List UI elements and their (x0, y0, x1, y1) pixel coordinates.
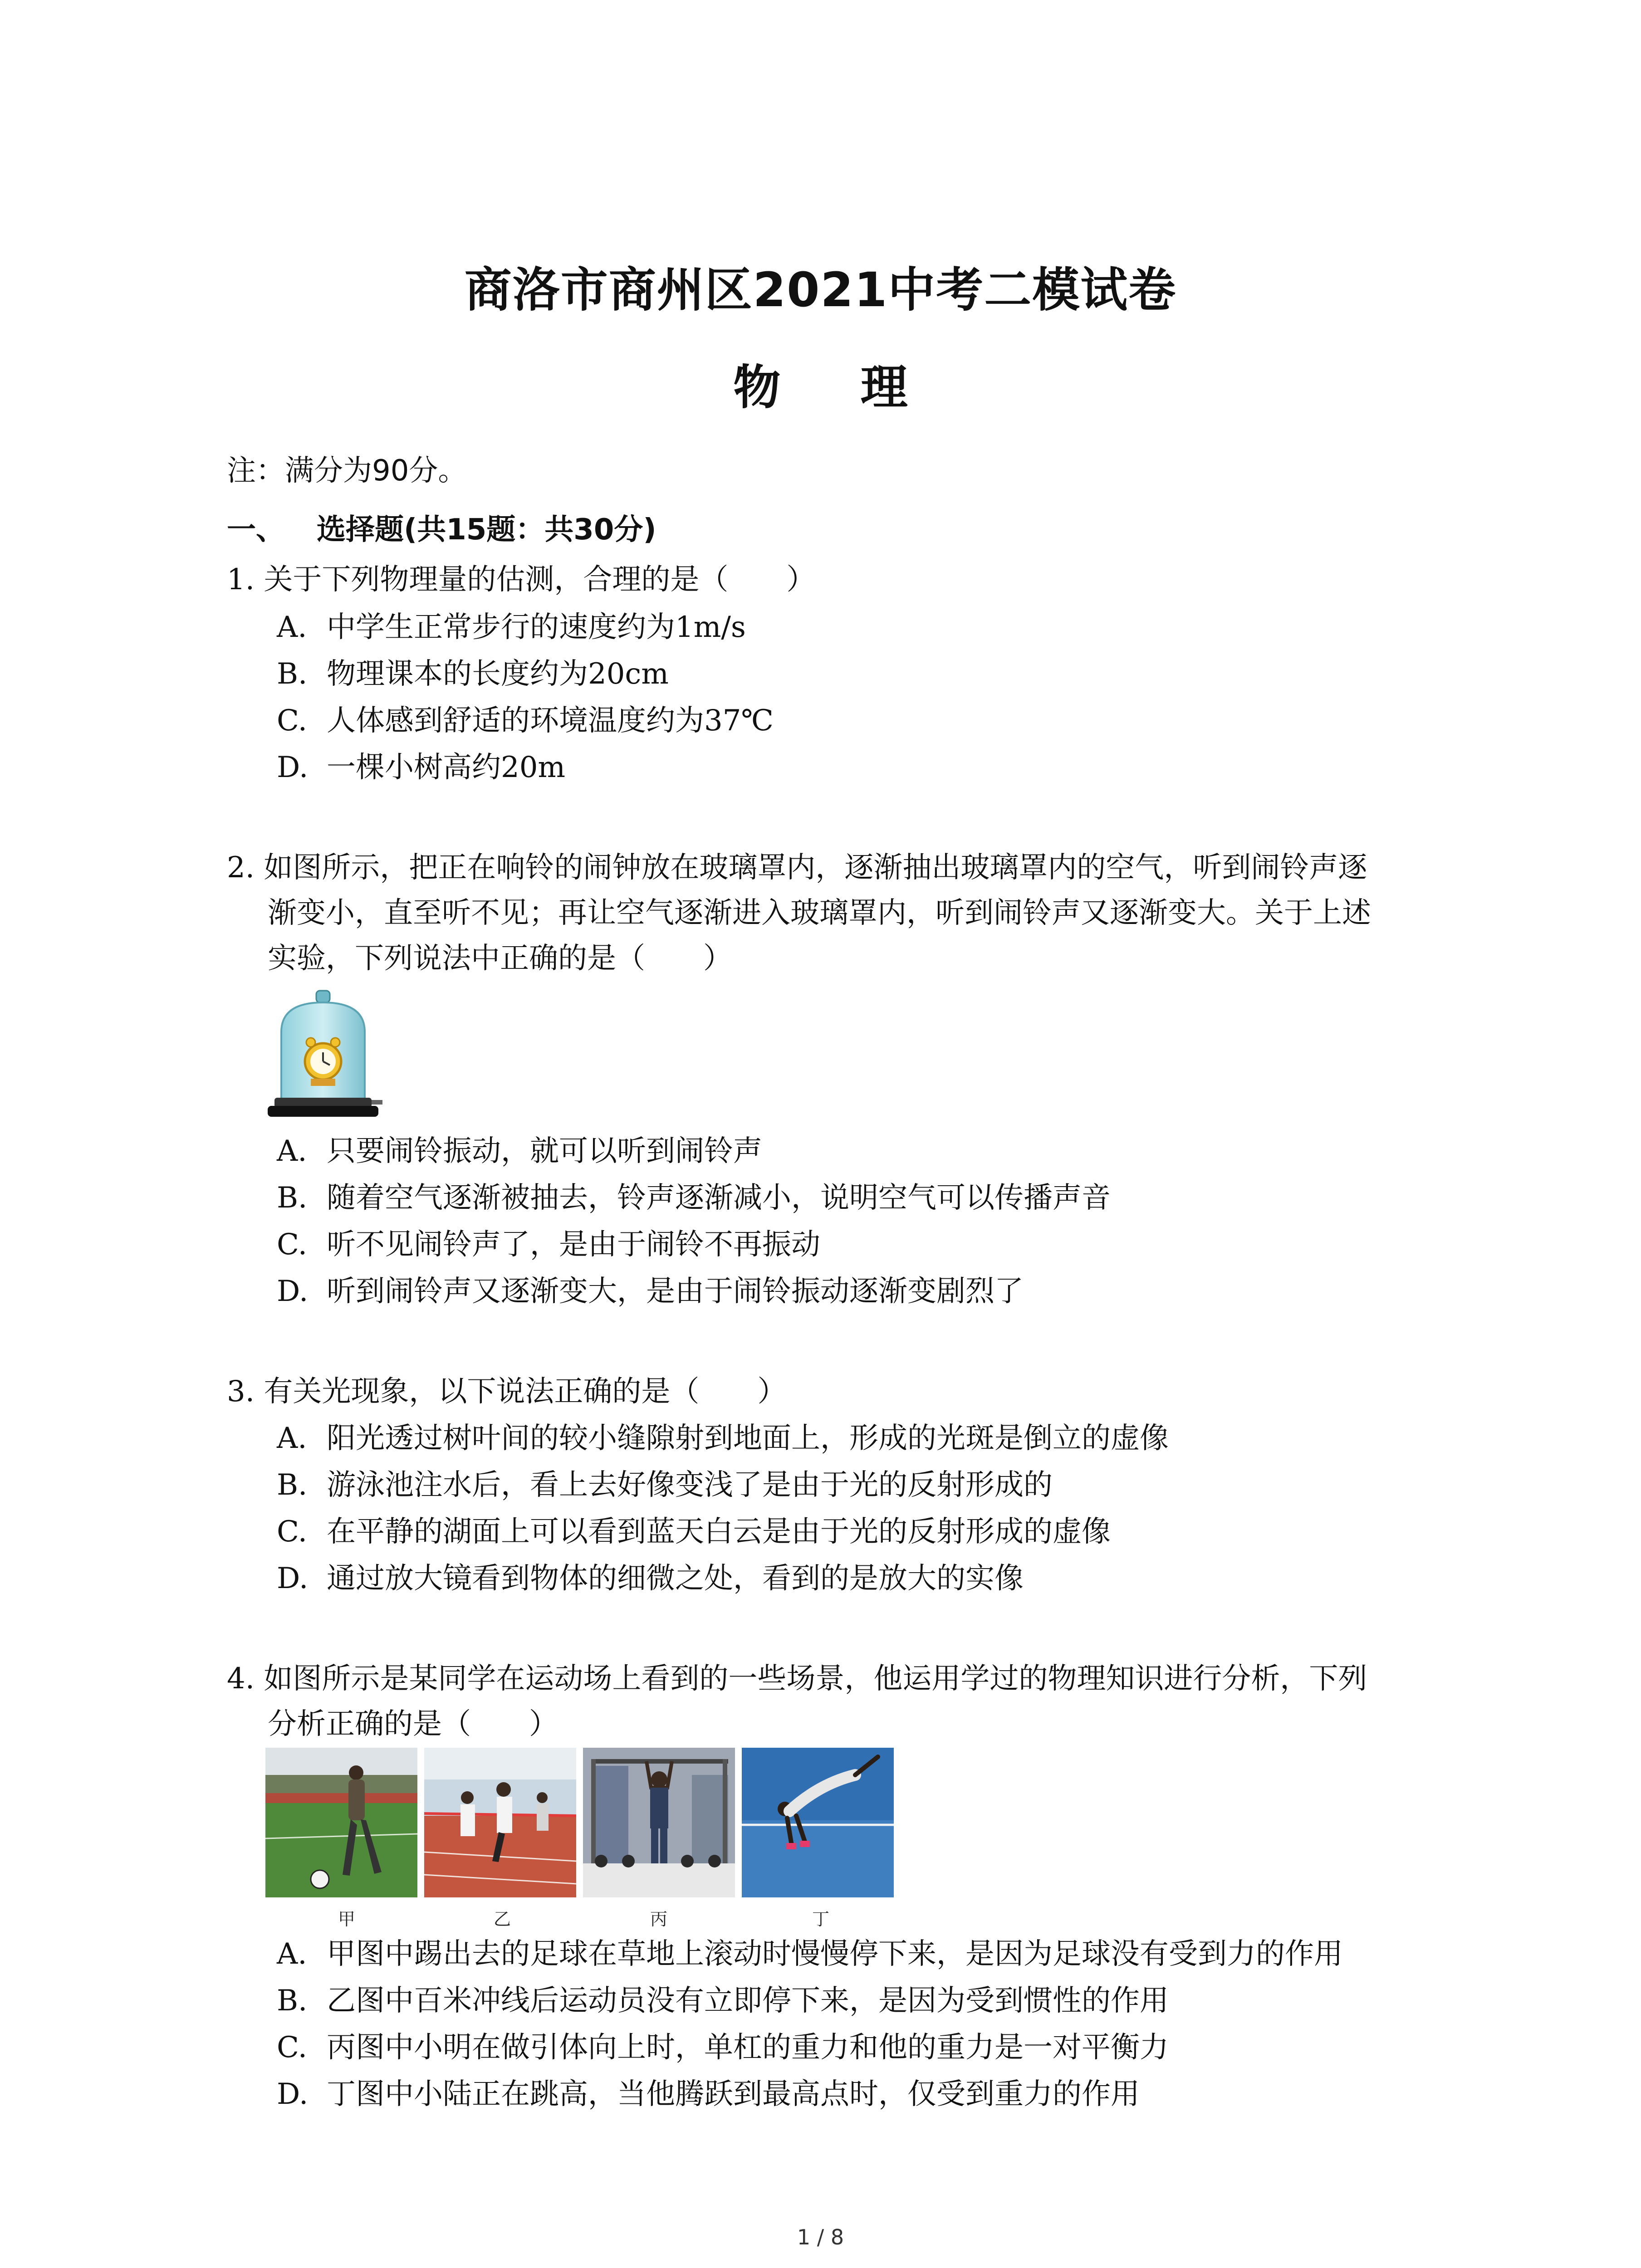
option-text: 乙图中百米冲线后运动员没有立即停下来，是因为受到惯性的作用 (327, 1984, 1169, 2018)
option-letter: A. (277, 1422, 307, 1455)
subject-title: 物 理 (733, 360, 940, 415)
caption-jia: 甲 (338, 1909, 356, 1929)
question-3-option-d (277, 1561, 1024, 1596)
question-3-option-c (277, 1515, 1111, 1549)
section-heading (227, 513, 656, 547)
pull-up-image (583, 1748, 735, 1897)
option-letter: D. (277, 1562, 309, 1595)
option-letter: B. (277, 657, 308, 691)
option-letter: C. (277, 2031, 308, 2064)
option-text: 人体感到舒适的环境温度约为37℃ (327, 704, 774, 738)
question-2-option-c (277, 1227, 820, 1262)
question-4-option-d (277, 2077, 1140, 2112)
option-letter: B. (277, 1181, 308, 1215)
option-text: 甲图中踢出去的足球在草地上滚动时慢慢停下来，是因为足球没有受到力的作用 (327, 1937, 1343, 1971)
option-letter: A. (277, 1134, 307, 1168)
question-1-option-d (277, 750, 565, 785)
question-4-stem-line-2: 分析正确的是（ ） (268, 1707, 558, 1741)
option-text: 阳光透过树叶间的较小缝隙射到地面上，形成的光斑是倒立的虚像 (327, 1422, 1169, 1455)
option-text: 在平静的湖面上可以看到蓝天白云是由于光的反射形成的虚像 (327, 1515, 1111, 1549)
question-4-stem-line-1: 4. 如图所示是某同学在运动场上看到的一些场景，他运用学过的物理知识进行分析，下列 (227, 1662, 1367, 1696)
option-text: 听到闹铃声又逐渐变大，是由于闹铃振动逐渐变剧烈了 (327, 1275, 1024, 1308)
caption-ding: 丁 (812, 1909, 830, 1929)
sprint-finish-image (424, 1748, 576, 1897)
question-2-stem-line-1: 2. 如图所示，把正在响铃的闹钟放在玻璃罩内，逐渐抽出玻璃罩内的空气，听到闹铃声逐 (227, 851, 1367, 885)
question-3-option-a (277, 1421, 1169, 1456)
question-4-option-b (277, 1984, 1169, 2019)
section-label: 选择题(共15题：共30分) (317, 513, 656, 547)
question-4-option-c (277, 2030, 1169, 2065)
option-letter: D. (277, 1275, 309, 1308)
question-3-stem: 3. 有关光现象，以下说法正确的是（ ） (227, 1375, 787, 1408)
option-text: 一棵小树高约20m (327, 751, 566, 784)
question-2-option-a (277, 1134, 762, 1169)
option-letter: B. (277, 1984, 308, 2018)
option-letter: A. (277, 611, 307, 644)
page-number: 1 / 8 (797, 2225, 844, 2249)
option-letter: D. (277, 751, 309, 784)
bell-jar-alarm-clock-image (265, 989, 383, 1125)
section-number: 一、 (227, 513, 285, 547)
high-jump-image (742, 1748, 894, 1897)
question-2-stem-line-2: 渐变小，直至听不见；再让空气逐渐进入玻璃罩内，听到闹铃声又逐渐变大。关于上述 (268, 896, 1371, 930)
question-3-option-b (277, 1468, 1053, 1503)
question-2-option-b (277, 1181, 1111, 1216)
question-4-option-a (277, 1937, 1343, 1972)
option-letter: C. (277, 1228, 308, 1261)
option-text: 通过放大镜看到物体的细微之处，看到的是放大的实像 (327, 1562, 1024, 1595)
option-letter: B. (277, 1468, 308, 1502)
option-text: 中学生正常步行的速度约为1m/s (327, 611, 746, 644)
option-text: 只要闹铃振动，就可以听到闹铃声 (327, 1134, 762, 1168)
option-text: 听不见闹铃声了，是由于闹铃不再振动 (327, 1228, 820, 1261)
score-note: 注：满分为90分。 (227, 454, 467, 488)
exam-title: 商洛市商州区2021中考二模试卷 (464, 262, 1177, 318)
question-1-option-b (277, 657, 669, 692)
option-text: 丁图中小陆正在跳高，当他腾跃到最高点时，仅受到重力的作用 (327, 2077, 1140, 2111)
question-1-option-a (277, 610, 746, 645)
option-text: 随着空气逐渐被抽去，铃声逐渐减小，说明空气可以传播声音 (327, 1181, 1111, 1215)
caption-bing: 丙 (650, 1909, 668, 1929)
option-letter: C. (277, 1515, 308, 1549)
caption-yi: 乙 (494, 1909, 511, 1929)
option-text: 物理课本的长度约为20cm (327, 657, 669, 691)
option-letter: D. (277, 2077, 309, 2111)
question-1-option-c (277, 704, 774, 738)
question-1-stem: 1. 关于下列物理量的估测，合理的是（ ） (227, 563, 816, 596)
question-2-stem-line-3: 实验，下列说法中正确的是（ ） (268, 942, 732, 975)
option-text: 丙图中小明在做引体向上时，单杠的重力和他的重力是一对平衡力 (327, 2031, 1169, 2064)
question-2-option-d (277, 1274, 1024, 1309)
soccer-field-image (265, 1748, 417, 1897)
option-letter: C. (277, 704, 308, 738)
option-letter: A. (277, 1937, 307, 1971)
option-text: 游泳池注水后，看上去好像变浅了是由于光的反射形成的 (327, 1468, 1053, 1502)
